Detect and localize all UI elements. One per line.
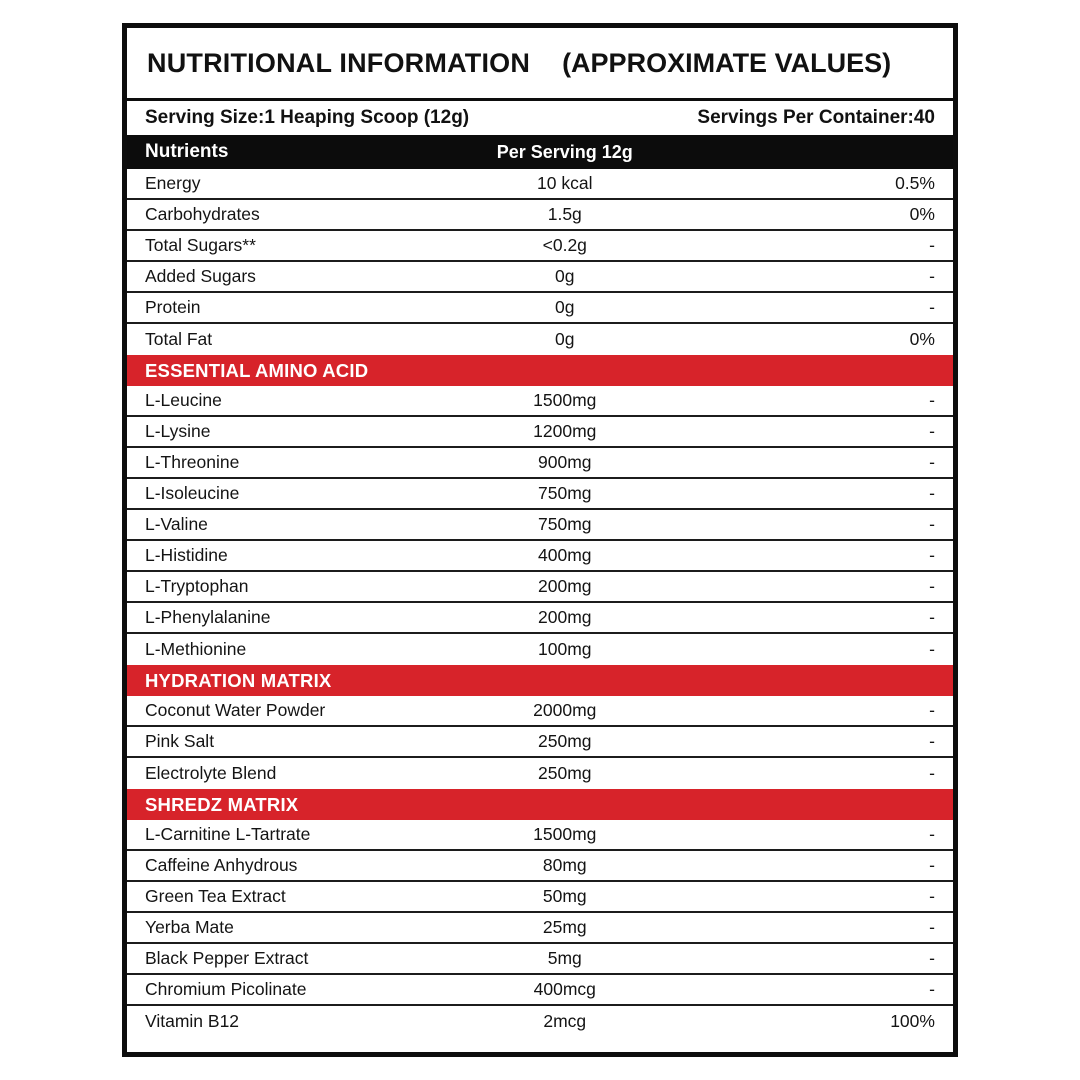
nutrient-rda: 0.5%	[895, 173, 935, 193]
table-row	[127, 169, 953, 200]
nutrient-value: 2000mg	[533, 700, 597, 720]
nutrient-rda: -	[929, 886, 935, 906]
nutrient-rda: -	[929, 297, 935, 317]
nutrient-name: Pink Salt	[145, 731, 215, 751]
table-row	[127, 293, 953, 324]
nutrient-name: Vitamin B12	[145, 1011, 240, 1031]
section-header: SHREDZ MATRIX	[127, 789, 953, 820]
table-row	[127, 510, 953, 541]
table-row	[127, 541, 953, 572]
table-row	[127, 727, 953, 758]
table-row	[127, 417, 953, 448]
nutrient-name: L-Tryptophan	[145, 576, 249, 596]
nutrient-value: 100mg	[538, 639, 592, 659]
table-row	[127, 572, 953, 603]
nutrient-name: Coconut Water Powder	[145, 700, 326, 720]
table-row	[127, 200, 953, 231]
section-header: ESSENTIAL AMINO ACID	[127, 355, 953, 386]
nutrient-rda: -	[929, 824, 935, 844]
nutrient-name: L-Histidine	[145, 545, 228, 565]
table-row	[127, 975, 953, 1006]
table-row	[127, 324, 953, 355]
nutrient-rda: -	[929, 421, 935, 441]
servings-per-container-text: Servings Per Container:40	[697, 107, 935, 128]
nutrient-name: Energy	[145, 173, 201, 193]
nutrient-rda: -	[929, 700, 935, 720]
nutrient-rda: -	[929, 639, 935, 659]
table-row	[127, 479, 953, 510]
nutrient-value: 25mg	[542, 917, 587, 937]
nutrient-rda: -	[929, 948, 935, 968]
nutrient-rda: -	[929, 607, 935, 627]
nutrient-rda: -	[929, 514, 935, 534]
nutrient-value: 5mg	[547, 948, 582, 968]
nutrient-name: L-Phenylalanine	[145, 607, 271, 627]
table-row	[127, 758, 953, 789]
nutrient-name: L-Threonine	[145, 452, 240, 472]
table-row	[127, 603, 953, 634]
nutrient-rda: -	[929, 855, 935, 875]
nutrient-value: 1500mg	[533, 390, 597, 410]
nutrient-value: 250mg	[538, 731, 592, 751]
table-row	[127, 262, 953, 293]
nutrient-value: 10 kcal	[537, 173, 593, 193]
column-header-per-serving: Per Serving 12g	[496, 141, 633, 162]
table-row	[127, 231, 953, 262]
nutrient-value: 0g	[555, 329, 575, 349]
table-row	[127, 386, 953, 417]
table-row	[127, 944, 953, 975]
nutrient-rda: 100%	[890, 1011, 935, 1031]
nutrient-value: 1500mg	[533, 824, 597, 844]
table-row	[127, 448, 953, 479]
nutrient-value: 1200mg	[533, 421, 597, 441]
nutrient-name: L-Methionine	[145, 639, 247, 659]
column-header-nutrients: Nutrients	[145, 141, 229, 162]
nutrient-rda: -	[929, 979, 935, 999]
table-row	[127, 913, 953, 944]
nutrient-name: Carbohydrates	[145, 204, 260, 224]
nutrient-value: 200mg	[538, 607, 592, 627]
nutrient-rda: -	[929, 266, 935, 286]
nutrient-rda: -	[929, 763, 935, 783]
table-column-header	[127, 135, 953, 169]
nutrient-name: Black Pepper Extract	[145, 948, 309, 968]
nutrient-rda: -	[929, 731, 935, 751]
nutrient-name: Electrolyte Blend	[145, 763, 277, 783]
nutrition-label	[122, 23, 958, 1057]
nutrition-title: NUTRITIONAL INFORMATION	[147, 47, 531, 78]
nutrient-value: 1.5g	[547, 204, 582, 224]
nutrient-name: Total Sugars**	[145, 235, 256, 255]
nutrient-value: 250mg	[538, 763, 592, 783]
nutrient-value: 0g	[555, 266, 575, 286]
nutrient-name: Protein	[145, 297, 201, 317]
nutrient-value: 900mg	[538, 452, 592, 472]
nutrient-name: L-Leucine	[145, 390, 222, 410]
nutrient-value: 400mcg	[533, 979, 596, 999]
nutrient-name: L-Isoleucine	[145, 483, 240, 503]
nutrient-value: 750mg	[538, 514, 592, 534]
nutrient-value: 50mg	[542, 886, 587, 906]
table-row	[127, 882, 953, 913]
nutrient-rda: 0%	[909, 329, 935, 349]
nutrient-rda: -	[929, 545, 935, 565]
nutrient-rows	[127, 169, 953, 1052]
nutrition-title-approximate: (APPROXIMATE VALUES)	[562, 47, 892, 78]
nutrient-name: Chromium Picolinate	[145, 979, 307, 999]
nutrient-value: <0.2g	[542, 235, 587, 255]
nutrient-name: Added Sugars	[145, 266, 256, 286]
nutrient-rda: -	[929, 483, 935, 503]
nutrient-name: L-Carnitine L-Tartrate	[145, 824, 311, 844]
nutrient-rda: -	[929, 235, 935, 255]
nutrient-value: 2mcg	[543, 1011, 587, 1031]
nutrient-name: Total Fat	[145, 329, 213, 349]
serving-size-text: Serving Size:1 Heaping Scoop (12g)	[145, 107, 470, 128]
nutrient-name: Green Tea Extract	[145, 886, 286, 906]
nutrient-value: 200mg	[538, 576, 592, 596]
nutrient-rda: 0%	[909, 204, 935, 224]
nutrient-name: L-Lysine	[145, 421, 211, 441]
nutrient-name: L-Valine	[145, 514, 208, 534]
nutrient-value: 80mg	[542, 855, 587, 875]
nutrient-rda: -	[929, 576, 935, 596]
table-row	[127, 1006, 953, 1037]
nutrient-value: 400mg	[538, 545, 592, 565]
section-header: HYDRATION MATRIX	[127, 665, 953, 696]
table-row	[127, 851, 953, 882]
table-row	[127, 820, 953, 851]
nutrition-label-title-bar	[127, 28, 953, 101]
serving-info-row	[127, 101, 953, 135]
nutrient-value: 0g	[555, 297, 575, 317]
nutrient-name: Caffeine Anhydrous	[145, 855, 298, 875]
nutrient-rda: -	[929, 390, 935, 410]
nutrient-rda: -	[929, 917, 935, 937]
nutrient-rda: -	[929, 452, 935, 472]
nutrient-name: Yerba Mate	[145, 917, 234, 937]
table-row	[127, 696, 953, 727]
table-row	[127, 634, 953, 665]
nutrient-value: 750mg	[538, 483, 592, 503]
